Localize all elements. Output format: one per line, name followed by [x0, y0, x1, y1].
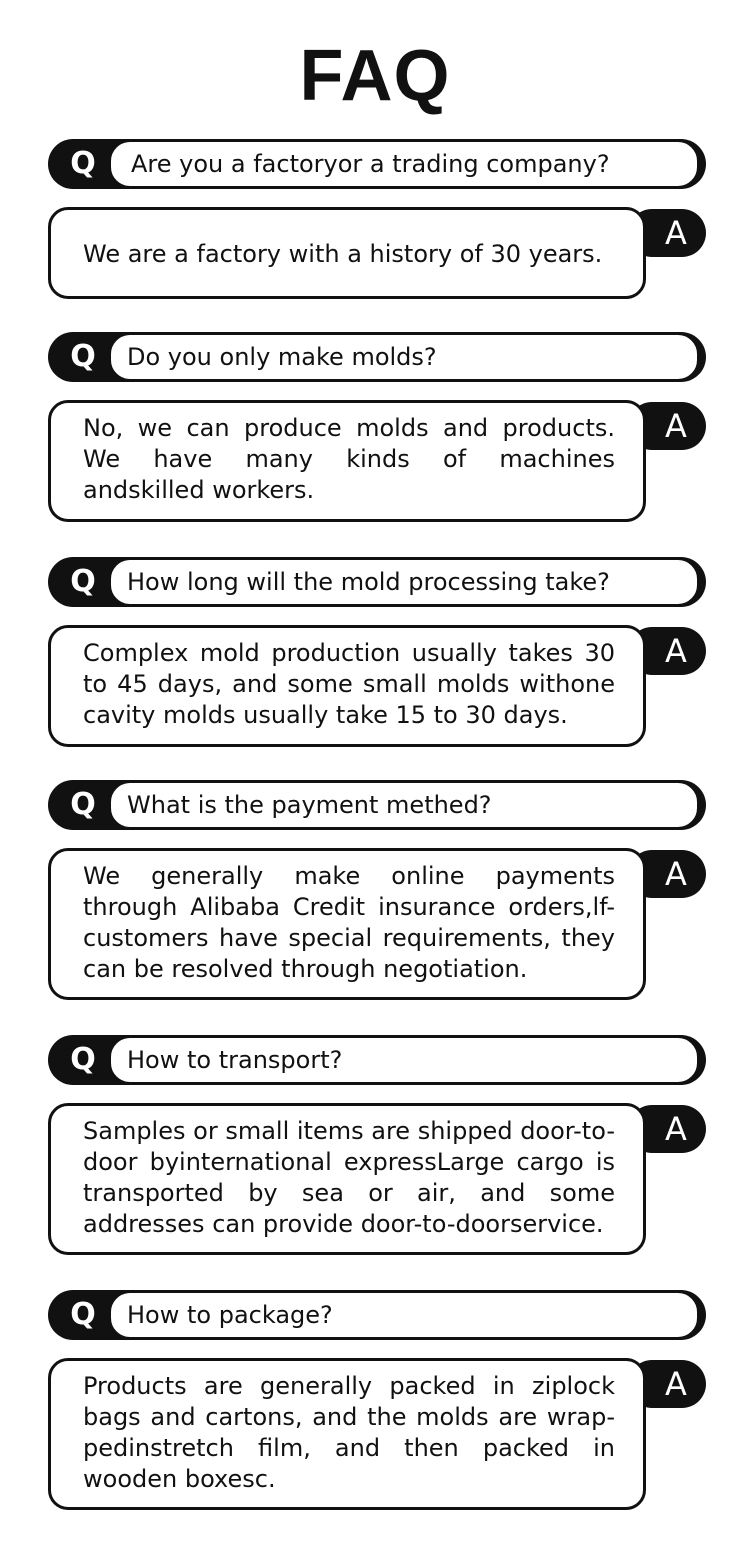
question-icon: Q: [70, 787, 96, 822]
answer-icon: A: [665, 1110, 687, 1148]
answer-box: [48, 1358, 646, 1510]
question-icon: Q: [70, 339, 96, 374]
question-text: What is the payment methed?: [127, 791, 492, 819]
question-bar: [48, 780, 706, 830]
question-text: Do you only make molds?: [127, 343, 437, 371]
question-box: [108, 1035, 700, 1085]
question-box: [108, 780, 700, 830]
answer-box: [48, 625, 646, 747]
answer-text: No, we can produce molds and products. We have many kinds of machines andskilled workers.: [83, 414, 615, 504]
answer-box: [48, 400, 646, 522]
page-title: FAQ: [299, 36, 451, 116]
question-box: [108, 1290, 700, 1340]
question-text: How long will the mold processing take?: [127, 568, 610, 596]
answer-text: We generally make online payments through Alibaba Credit insurance orders,lf-customers have special requirements, they can be resolved through negotiation.: [83, 862, 615, 983]
answer-text: Products are generally packed in ziplock bags and cartons, and the molds are wrap-pedinstretch film, and then packed in wooden boxesc.: [83, 1372, 615, 1493]
question-text: How to package?: [127, 1301, 333, 1329]
answer-icon: A: [665, 855, 687, 893]
answer-text: Complex mold production usually takes 30 to 45 days, and some small molds withone cavity molds usually take 15 to 30 days.: [83, 639, 615, 729]
question-icon: Q: [70, 1297, 96, 1332]
answer-icon: A: [665, 407, 687, 445]
answer-icon: A: [665, 632, 687, 670]
question-icon: Q: [70, 146, 96, 181]
question-bar: [48, 557, 706, 607]
question-text: How to transport?: [127, 1046, 343, 1074]
question-box: [108, 557, 700, 607]
question-box: [108, 332, 700, 382]
question-box: [108, 139, 700, 189]
answer-icon: A: [665, 214, 687, 252]
question-bar: [48, 332, 706, 382]
answer-box: [48, 207, 646, 299]
answer-box: [48, 1103, 646, 1255]
answer-text: We are a factory with a history of 30 years.: [83, 240, 603, 268]
question-text: Are you a factoryor a trading company?: [131, 150, 610, 178]
question-icon: Q: [70, 564, 96, 599]
answer-icon: A: [665, 1365, 687, 1403]
question-bar: [48, 139, 706, 189]
answer-text: Samples or small items are shipped door-to-door byinternational expressLarge cargo is transported by sea or air, and some addresses can provide door-to-doorservice.: [83, 1117, 615, 1238]
question-icon: Q: [70, 1042, 96, 1077]
question-bar: [48, 1035, 706, 1085]
question-bar: [48, 1290, 706, 1340]
answer-box: [48, 848, 646, 1000]
